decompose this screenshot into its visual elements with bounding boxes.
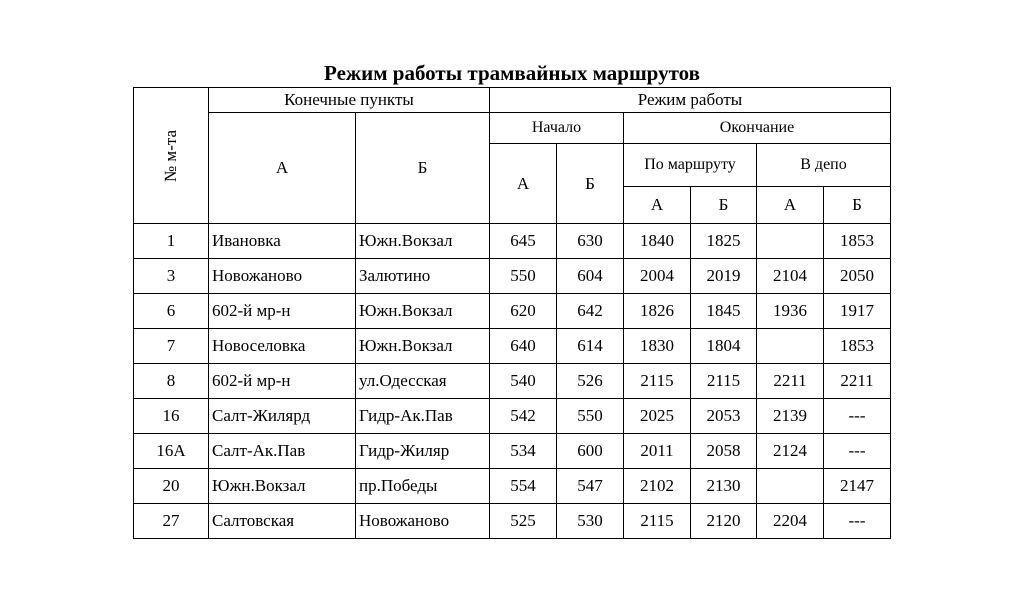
terminal-a-cell: Салт-Ак.Пав [209, 434, 356, 469]
table-row [134, 469, 891, 504]
start-b-header: Б [557, 144, 624, 224]
terminal-a-cell: 602-й мр-н [209, 364, 356, 399]
depot-b-cell: --- [824, 434, 891, 469]
table-row [134, 399, 891, 434]
terminal-b-cell: Залютино [356, 259, 490, 294]
terminal-a-cell: Ивановка [209, 224, 356, 259]
route-cell: 20 [134, 469, 209, 504]
terminal-b-cell: ул.Одесская [356, 364, 490, 399]
route-cell: 7 [134, 329, 209, 364]
terminal-a-cell: Салт-Жилярд [209, 399, 356, 434]
table-row [134, 294, 891, 329]
depot-a-cell: 2211 [757, 364, 824, 399]
end-a-cell: 1840 [624, 224, 691, 259]
terminal-b-cell: Южн.Вокзал [356, 294, 490, 329]
start-a-cell: 542 [490, 399, 557, 434]
start-b-cell: 604 [557, 259, 624, 294]
depot-a-cell: 2124 [757, 434, 824, 469]
start-b-cell: 630 [557, 224, 624, 259]
end-a-cell: 2004 [624, 259, 691, 294]
depot-b-cell: 2050 [824, 259, 891, 294]
route-cell: 3 [134, 259, 209, 294]
table-row [134, 329, 891, 364]
start-b-cell: 530 [557, 504, 624, 539]
table-row [134, 504, 891, 539]
depot-a-cell: 1936 [757, 294, 824, 329]
end-b-cell: 1845 [691, 294, 757, 329]
end-b-cell: 2019 [691, 259, 757, 294]
table-row [134, 224, 891, 259]
depot-a-cell [757, 469, 824, 504]
start-a-cell: 620 [490, 294, 557, 329]
route-cell: 8 [134, 364, 209, 399]
route-cell: 1 [134, 224, 209, 259]
by-route-b-header: Б [691, 187, 757, 224]
depot-b-cell: 1853 [824, 224, 891, 259]
start-a-cell: 645 [490, 224, 557, 259]
depot-b-cell: 2211 [824, 364, 891, 399]
depot-a-cell [757, 329, 824, 364]
route-cell: 27 [134, 504, 209, 539]
terminal-b-cell: Южн.Вокзал [356, 224, 490, 259]
terminal-b-header: Б [356, 113, 490, 224]
terminal-a-cell: Южн.Вокзал [209, 469, 356, 504]
end-a-cell: 2011 [624, 434, 691, 469]
terminal-a-cell: Новожаново [209, 259, 356, 294]
end-b-cell: 2053 [691, 399, 757, 434]
end-b-cell: 2120 [691, 504, 757, 539]
end-b-cell: 2058 [691, 434, 757, 469]
terminal-b-cell: Гидр-Жиляр [356, 434, 490, 469]
end-b-cell: 1825 [691, 224, 757, 259]
terminal-a-cell: Новоселовка [209, 329, 356, 364]
end-a-cell: 1826 [624, 294, 691, 329]
start-a-cell: 525 [490, 504, 557, 539]
terminal-b-cell: Южн.Вокзал [356, 329, 490, 364]
terminal-a-header: А [209, 113, 356, 224]
table-row [134, 364, 891, 399]
end-header: Окончание [624, 113, 891, 144]
schedule-table [133, 87, 891, 539]
page-title: Режим работы трамвайных маршрутов [324, 61, 700, 85]
to-depot-a-header: А [757, 187, 824, 224]
start-b-cell: 550 [557, 399, 624, 434]
start-b-cell: 642 [557, 294, 624, 329]
table-row [134, 259, 891, 294]
depot-a-cell [757, 224, 824, 259]
terminal-b-cell: Новожаново [356, 504, 490, 539]
start-b-cell: 614 [557, 329, 624, 364]
end-a-cell: 2115 [624, 504, 691, 539]
start-a-cell: 534 [490, 434, 557, 469]
end-b-cell: 1804 [691, 329, 757, 364]
terminals-header: Конечные пункты [209, 88, 490, 113]
depot-b-cell: 2147 [824, 469, 891, 504]
terminal-b-cell: пр.Победы [356, 469, 490, 504]
depot-b-cell: 1917 [824, 294, 891, 329]
start-a-cell: 550 [490, 259, 557, 294]
schedule-header: Режим работы [490, 88, 891, 113]
depot-a-cell: 2204 [757, 504, 824, 539]
end-b-cell: 2130 [691, 469, 757, 504]
end-a-cell: 2025 [624, 399, 691, 434]
route-cell: 6 [134, 294, 209, 329]
by-route-header: По маршруту [624, 144, 757, 187]
table-row [134, 434, 891, 469]
start-b-cell: 526 [557, 364, 624, 399]
start-a-header: А [490, 144, 557, 224]
depot-b-cell: 1853 [824, 329, 891, 364]
end-a-cell: 2102 [624, 469, 691, 504]
terminal-b-cell: Гидр-Ак.Пав [356, 399, 490, 434]
depot-a-cell: 2104 [757, 259, 824, 294]
route-number-header: № м-та [134, 88, 209, 224]
depot-a-cell: 2139 [757, 399, 824, 434]
end-a-cell: 2115 [624, 364, 691, 399]
start-a-cell: 540 [490, 364, 557, 399]
start-a-cell: 554 [490, 469, 557, 504]
terminal-a-cell: 602-й мр-н [209, 294, 356, 329]
by-route-a-header: А [624, 187, 691, 224]
route-cell: 16 [134, 399, 209, 434]
to-depot-b-header: Б [824, 187, 891, 224]
depot-b-cell: --- [824, 504, 891, 539]
terminal-a-cell: Салтовская [209, 504, 356, 539]
route-cell: 16А [134, 434, 209, 469]
start-header: Начало [490, 113, 624, 144]
start-a-cell: 640 [490, 329, 557, 364]
end-b-cell: 2115 [691, 364, 757, 399]
start-b-cell: 547 [557, 469, 624, 504]
depot-b-cell: --- [824, 399, 891, 434]
to-depot-header: В депо [757, 144, 891, 187]
start-b-cell: 600 [557, 434, 624, 469]
end-a-cell: 1830 [624, 329, 691, 364]
